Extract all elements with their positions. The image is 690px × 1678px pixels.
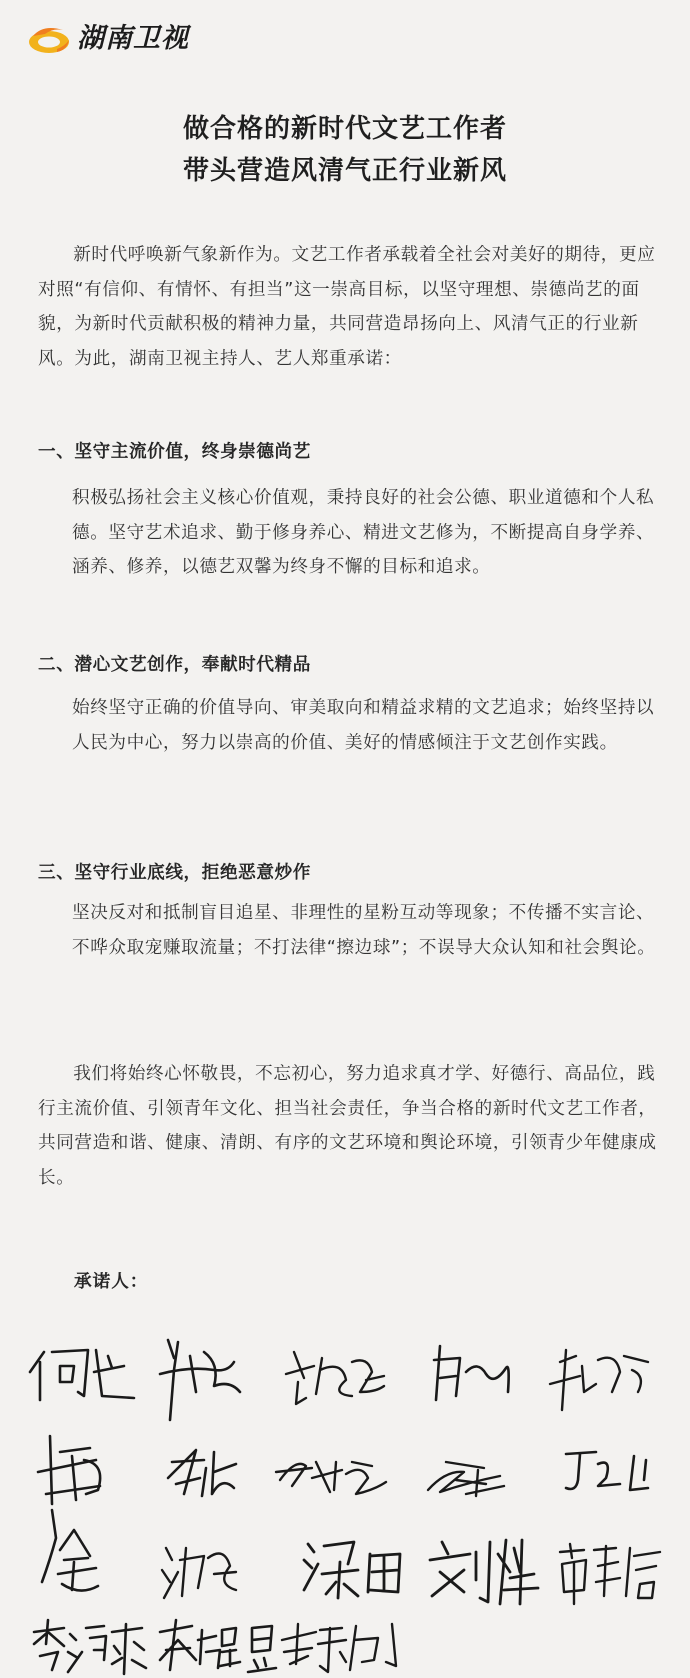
signature-4 [434,1346,509,1400]
signature-8 [276,1462,386,1494]
signature-2 [160,1340,240,1420]
signature-9 [428,1462,504,1496]
logo-text: 湖南卫视 [77,23,189,54]
signature-12 [162,1548,236,1598]
signature-14 [430,1540,538,1604]
signature-3 [286,1352,384,1404]
signers-label: 承诺人： [74,1272,149,1292]
signature-15 [560,1544,660,1604]
section-2-heading: 二、潜心文艺创作，奉献时代精品 [38,655,311,675]
signature-18 [282,1624,396,1672]
section-3-body: 坚决反对和抵制盲目追星、非理性的星粉互动等现象；不传播不实言论、不哗众取宠赚取流量；不打法律“擦边球”；不误导大众认知和社会舆论。 [72,903,656,958]
signature-1 [30,1350,134,1400]
signature-6 [38,1436,100,1504]
section-1-body: 积极弘扬社会主义核心价值观，秉持良好的社会公德、职业道德和个人私德。坚守艺术追求、勤于修身养心、精进文艺修为，不断提高自身学养、涵养、修养，以德艺双馨为终身不懈的目标和追求。 [72,488,655,577]
title-line-2: 带头营造风清气正行业新风 [182,156,507,186]
signature-13 [304,1542,400,1598]
section-2-body: 始终坚守正确的价值导向、审美取向和精益求精的文艺追求；始终坚持以人民为中心，努力以崇高的价值、美好的情感倾注于文艺创作实践。 [72,698,655,753]
signature-7 [168,1450,236,1496]
section-3-heading: 三、坚守行业底线，拒绝恶意炒作 [38,863,311,883]
signature-16 [34,1620,146,1674]
intro-paragraph: 新时代呼唤新气象新作为。文艺工作者承载着全社会对美好的期待，更应对照“有信仰、有情怀、有担当”这一崇高目标，以坚守理想、崇德尚艺的面貌，为新时代贡献积极的精神力量，共同营造昂扬向上、风清气正的行业新风。为此，湖南卫视主持人、艺人郑重承诺： [38,245,656,369]
signature-11 [42,1510,98,1591]
signature-5 [550,1350,648,1410]
section-1-heading: 一、坚守主流价值，终身崇德尚艺 [38,442,311,462]
signature-17 [160,1620,276,1672]
signature-10 [566,1452,648,1490]
title-line-1: 做合格的新时代文艺工作者 [182,114,507,144]
closing-paragraph: 我们将始终心怀敬畏，不忘初心，努力追求真才学、好德行、高品位，践行主流价值、引领青年文化、担当社会责任，争当合格的新时代文艺工作者，共同营造和谐、健康、清朗、有序的文艺环境和舆论环境，引领青少年健康成长。 [38,1064,657,1188]
